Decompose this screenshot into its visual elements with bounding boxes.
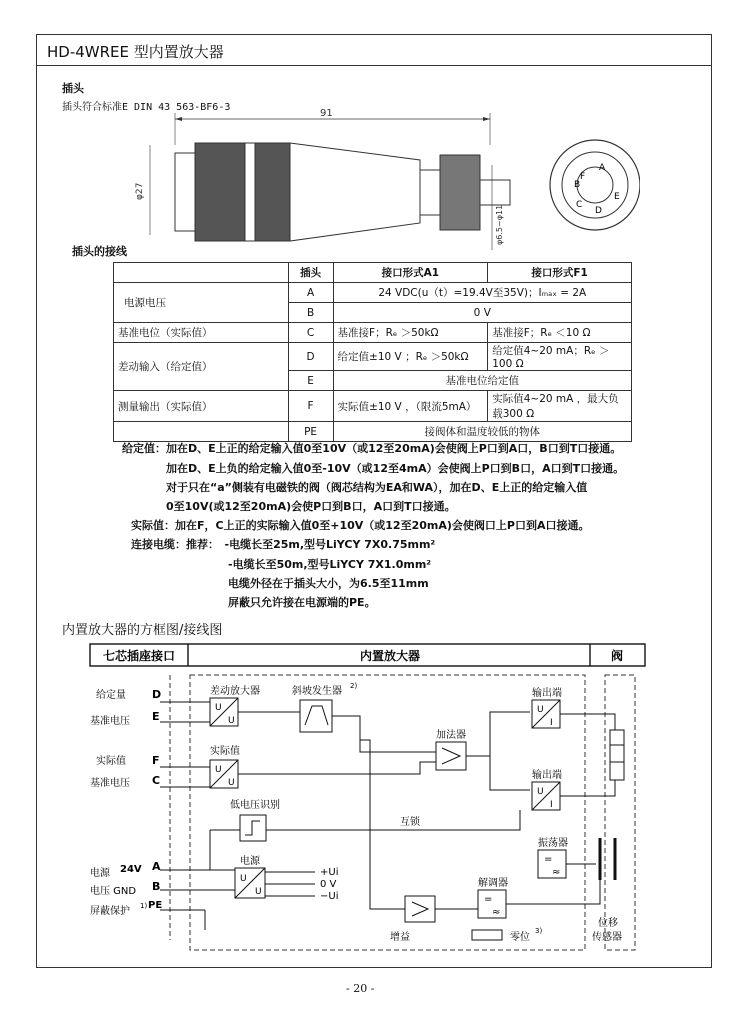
plug-standard: 插头符合标准E DIN 43 563-BF6-3	[62, 102, 231, 113]
act-u2: U	[228, 778, 235, 788]
out1-i: I	[550, 718, 553, 728]
note-line: -电缆长至50m,型号LiYCY 7X1.0mm²	[228, 558, 432, 571]
row-label: 差动输入（给定值）	[114, 343, 289, 391]
col-amp: 内置放大器	[359, 649, 421, 663]
out1-u: U	[537, 705, 544, 715]
pin-pe-label: PE	[148, 900, 163, 911]
plug-drawing	[120, 105, 640, 250]
row-f1: 基准接F；Rₑ ＜10 Ω	[488, 323, 632, 343]
row-f1: 给定值4~20 mA；Rₑ ＞100 Ω	[488, 343, 632, 371]
diagram-heading: 内置放大器的方框图/接线图	[62, 623, 223, 638]
label-setpoint: 给定量	[96, 690, 126, 701]
note-line: 对于只在“a”侧装有电磁铁的阀（阀芯结构为EA和WA），加在D、E上正的给定输入值	[166, 481, 588, 494]
pin-a: A	[599, 163, 606, 173]
row-a1: 给定值±10 V ；Rₑ ＞50kΩ	[333, 343, 488, 371]
table-header	[114, 263, 632, 283]
row-pin: PE	[288, 422, 333, 442]
pin-d-label: D	[152, 688, 162, 701]
row-pin: B	[288, 303, 333, 323]
block-sup2: 2)	[350, 682, 358, 690]
act-u1: U	[215, 765, 222, 775]
label-sup1: 1)	[140, 902, 148, 910]
pin-table	[113, 262, 632, 442]
diff-u2: U	[228, 716, 235, 726]
pin-e-label: E	[152, 710, 160, 723]
pwr-plus: +Ui	[320, 867, 339, 878]
block-osc: 振荡器	[538, 838, 568, 849]
note-line: 屏蔽只允许接在电源端的PE。	[228, 596, 376, 609]
header-cell: 接口形式F1	[488, 263, 632, 283]
header-cell: 插头	[288, 263, 333, 283]
dim-diameter: φ27	[135, 182, 145, 200]
row-f1: 实际值4~20 mA ，最大负载300 Ω	[488, 391, 632, 422]
row-pin: D	[288, 343, 333, 371]
label-actual: 实际值	[96, 756, 126, 767]
block-interlock: 互锁	[400, 817, 420, 828]
block-zero: 零位	[510, 932, 530, 943]
pin-b-label: B	[152, 880, 161, 893]
label-24v: 24V	[120, 864, 142, 875]
page-header	[36, 34, 712, 66]
label-ref1: 基准电压	[90, 716, 130, 727]
row-value: 0 V	[333, 303, 631, 323]
row-label: 测量输出（实际值）	[114, 391, 289, 422]
pin-f-label: F	[152, 754, 160, 767]
block-sup3: 3)	[535, 927, 543, 935]
dim-cable: φ6.5~φ11	[495, 204, 504, 245]
pwr-minus: −Ui	[320, 891, 339, 902]
plug-heading: 插头	[62, 82, 84, 95]
osc-wave: ≈	[552, 867, 561, 878]
note-line: 0至10V(或12至20mA)会使P口到B口，A口到T口接通。	[166, 500, 456, 513]
osc-eq: =	[544, 854, 553, 865]
table-row	[114, 283, 632, 303]
header-cell	[114, 263, 289, 283]
row-label	[114, 422, 289, 442]
pwr-u2: U	[255, 887, 262, 897]
pin-c: C	[576, 200, 583, 210]
note-line: 实际值：加在F，C上正的实际输入值0至+10V（或12至20mA)会使阀口上P口到A口接通。	[131, 519, 590, 532]
out2-u: U	[537, 787, 544, 797]
row-pin: C	[288, 323, 333, 343]
note-line: 电缆外径在于插头大小，为6.5至11mm	[228, 577, 429, 590]
row-value: 接阀体和温度较低的物体	[333, 422, 631, 442]
pwr-zero: 0 V	[320, 879, 337, 890]
pwr-u1: U	[240, 874, 247, 884]
block-out1: 输出端	[532, 688, 562, 699]
pin-b: B	[574, 180, 581, 190]
block-out2: 输出端	[532, 770, 562, 781]
wiring-heading: 插头的接线	[72, 245, 127, 258]
table-row	[114, 422, 632, 442]
block-demod: 解调器	[478, 878, 508, 889]
diff-u1: U	[215, 703, 222, 713]
sensor-line2: 传感器	[592, 932, 622, 943]
demod-eq: =	[484, 894, 493, 905]
table-row	[114, 391, 632, 422]
header-cell: 接口形式A1	[333, 263, 488, 283]
block-diagram	[60, 640, 660, 960]
row-a1: 实际值±10 V ，（限流5mA）	[333, 391, 488, 422]
block-lowv: 低电压识别	[230, 800, 280, 811]
label-power: 电源	[90, 868, 110, 879]
label-shield: 屏蔽保护	[90, 906, 130, 917]
col-plug: 七芯插座接口	[102, 649, 176, 663]
note-line: 连接电缆：推荐： -电缆长至25m,型号LiYCY 7X0.75mm²	[131, 538, 436, 551]
page-title: HD-4WREE 型内置放大器	[47, 43, 224, 61]
label-ref2: 基准电压	[90, 778, 130, 789]
pin-e: E	[614, 192, 620, 202]
block-actual: 实际值	[210, 746, 240, 757]
row-pin: F	[288, 391, 333, 422]
row-label: 基准电位（实际值）	[114, 323, 289, 343]
row-value: 24 VDC(u（t）=19.4V至35V)；Iₘₐₓ = 2A	[333, 283, 631, 303]
dim-length: 91	[320, 108, 333, 119]
block-diff-amp: 差动放大器	[210, 686, 260, 697]
pin-f: F	[580, 172, 586, 182]
row-a1: 基准接F；Rₑ ＞50kΩ	[333, 323, 488, 343]
row-label: 电源电压	[114, 283, 289, 323]
block-gain: 增益	[390, 932, 410, 943]
pin-d: D	[595, 206, 602, 216]
row-pin: A	[288, 283, 333, 303]
block-ramp: 斜坡发生器	[292, 686, 342, 697]
page-number: - 20 -	[346, 982, 375, 995]
block-power: 电源	[240, 856, 260, 867]
note-line: 加在D、E上负的给定输入值0至-10V（或12至4mA）会使阀上P口到B口，A口到T口接通。	[166, 462, 625, 475]
label-gnd: 电压 GND	[90, 886, 137, 897]
row-pin: E	[288, 371, 333, 391]
demod-wave: ≈	[492, 907, 501, 918]
table-row	[114, 343, 632, 371]
sensor-line1: 位移	[598, 918, 618, 929]
row-value: 基准电位给定值	[333, 371, 631, 391]
table-row	[114, 323, 632, 343]
out2-i: I	[550, 800, 553, 810]
pin-a-label: A	[152, 860, 161, 873]
note-line: 给定值：加在D、E上正的给定输入值0至10V（或12至20mA)会使阀上P口到A口，B口到T口接通。	[122, 442, 622, 455]
pin-c-label: C	[152, 774, 161, 787]
block-adder: 加法器	[436, 730, 466, 741]
col-valve: 阀	[610, 649, 624, 663]
